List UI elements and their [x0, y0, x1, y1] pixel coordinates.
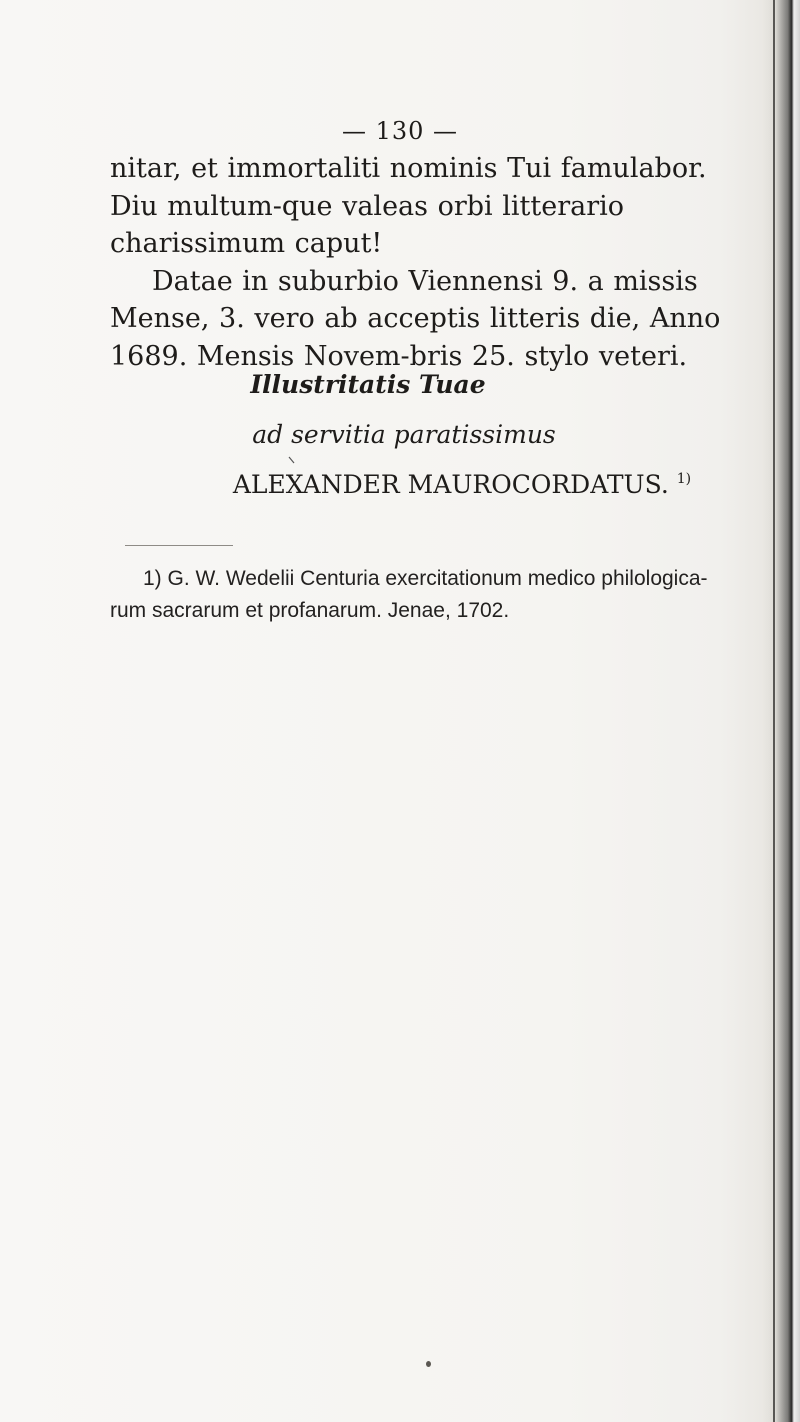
footnote-line-2: rum sacrarum et profanarum. Jenae, 1702.	[110, 599, 510, 622]
paragraph-1: nitar, et immortaliti nominis Tui famulabor. Diu multum-que valeas orbi litterario charissimum caput!	[110, 153, 707, 259]
ink-speck	[426, 1361, 431, 1367]
signature-name: ALEXANDER MAUROCORDATUS.	[232, 470, 669, 499]
page-edge-shadow	[773, 0, 775, 1422]
page-binding-edge	[762, 0, 800, 1422]
footnote-line-1: 1) G. W. Wedelii Centuria exercitationum medico philologica-	[143, 567, 708, 590]
footnote-marker: 1)	[676, 471, 692, 487]
closing-phrase: ad servitia paratissimus	[252, 420, 556, 449]
signature	[62, 470, 800, 499]
footnote-divider	[125, 545, 233, 546]
paragraph-2: Datae in suburbio Viennensi 9. a missis Mense, 3. vero ab acceptis litteris die, Anno 1689. Mensis Novem-bris 25. stylo veteri.	[110, 265, 721, 372]
page-number: — 130 —	[341, 117, 459, 145]
printing-mark	[288, 456, 296, 464]
closing-salutation: Illustritatis Tuae	[250, 370, 486, 399]
letter-body	[110, 150, 760, 375]
footnote	[110, 563, 760, 627]
